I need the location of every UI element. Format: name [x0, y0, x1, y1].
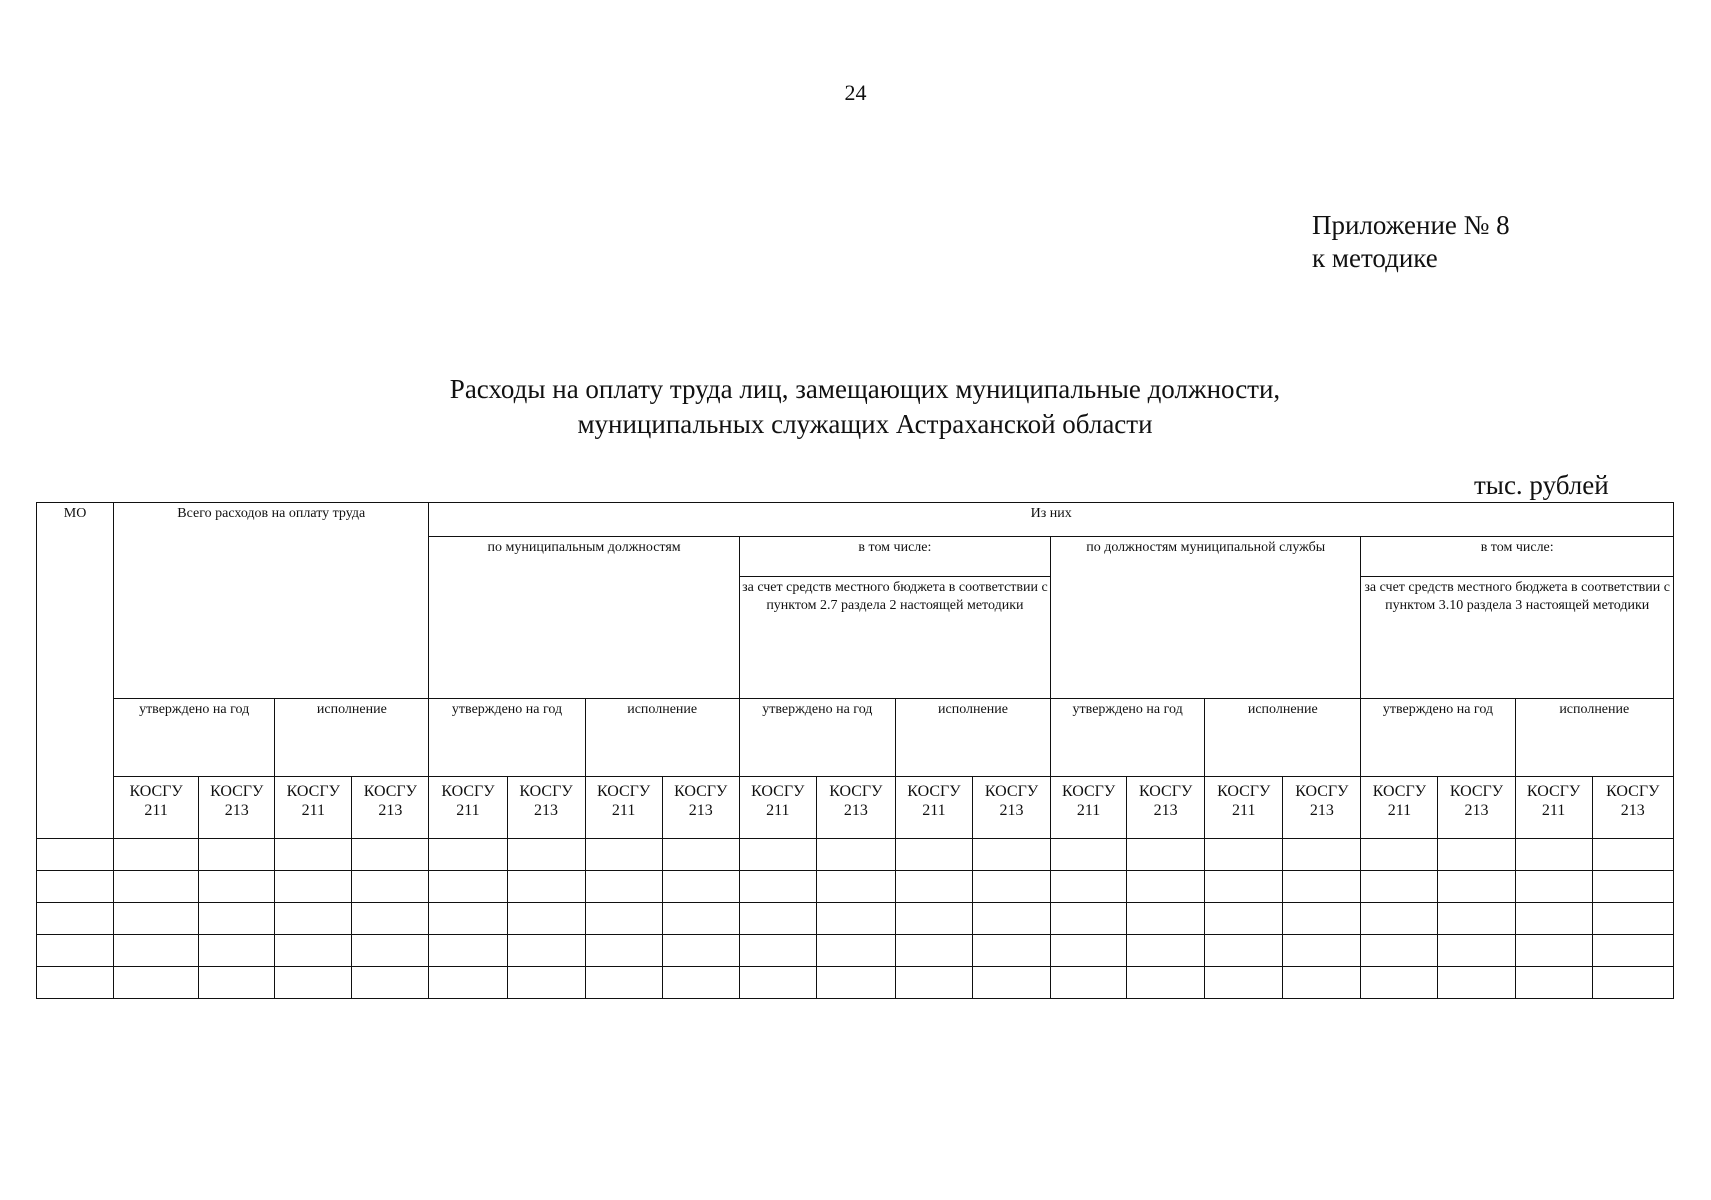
table-cell[interactable]: [1515, 903, 1592, 935]
header-kosgu-211: КОСГУ 211: [114, 777, 199, 839]
table-cell[interactable]: [352, 839, 429, 871]
table-cell[interactable]: [507, 935, 585, 967]
header-kosgu-211: КОСГУ 211: [1515, 777, 1592, 839]
table-cell[interactable]: [1051, 967, 1127, 999]
table-cell[interactable]: [114, 871, 199, 903]
table-cell[interactable]: [739, 967, 816, 999]
table-cell[interactable]: [895, 871, 972, 903]
table-cell[interactable]: [352, 871, 429, 903]
header-mo: МО: [37, 503, 114, 839]
header-kosgu-213: КОСГУ 213: [1283, 777, 1361, 839]
table-cell[interactable]: [662, 935, 739, 967]
table-cell[interactable]: [507, 839, 585, 871]
table-cell[interactable]: [429, 967, 507, 999]
table-cell[interactable]: [429, 839, 507, 871]
table-cell[interactable]: [739, 935, 816, 967]
table-cell[interactable]: [37, 967, 114, 999]
table-cell[interactable]: [114, 967, 199, 999]
table-cell[interactable]: [1438, 935, 1515, 967]
table-cell[interactable]: [507, 967, 585, 999]
table-cell[interactable]: [1438, 903, 1515, 935]
table-cell[interactable]: [1592, 871, 1673, 903]
table-cell[interactable]: [662, 871, 739, 903]
table-cell[interactable]: [1127, 903, 1205, 935]
header-kosgu-213: КОСГУ 213: [1592, 777, 1673, 839]
table-cell[interactable]: [1361, 903, 1438, 935]
table-cell[interactable]: [585, 935, 662, 967]
table-cell[interactable]: [199, 871, 275, 903]
table-cell[interactable]: [1283, 903, 1361, 935]
table-cell[interactable]: [1283, 871, 1361, 903]
table-cell[interactable]: [972, 903, 1050, 935]
table-cell[interactable]: [352, 967, 429, 999]
document-title-line-2: муниципальных служащих Астраханской области: [577, 409, 1153, 439]
header-including-2: в том числе:: [1361, 537, 1674, 577]
header-service-positions: по должностям муниципальной службы: [1051, 537, 1361, 699]
table-cell[interactable]: [37, 839, 114, 871]
page-number: 24: [844, 80, 867, 105]
table-cell[interactable]: [816, 871, 895, 903]
table-cell[interactable]: [816, 967, 895, 999]
table-cell[interactable]: [1127, 871, 1205, 903]
table-cell[interactable]: [972, 967, 1050, 999]
table-cell[interactable]: [1515, 839, 1592, 871]
header-kosgu-211: КОСГУ 211: [275, 777, 352, 839]
unit-label: тыс. рублей: [1474, 470, 1609, 500]
table-cell[interactable]: [1051, 903, 1127, 935]
table-cell[interactable]: [816, 839, 895, 871]
table-cell[interactable]: [1051, 839, 1127, 871]
table-cell[interactable]: [114, 903, 199, 935]
table-cell[interactable]: [1361, 935, 1438, 967]
header-kosgu-211: КОСГУ 211: [739, 777, 816, 839]
header-kosgu-211: КОСГУ 211: [895, 777, 972, 839]
table-cell[interactable]: [1127, 935, 1205, 967]
appendix-note: [1312, 209, 1510, 275]
header-kosgu-213: КОСГУ 213: [816, 777, 895, 839]
header-kosgu-211: КОСГУ 211: [1361, 777, 1438, 839]
header-municipal-positions: по муниципальным должностям: [429, 537, 739, 699]
table-cell[interactable]: [1438, 839, 1515, 871]
table-row: [37, 967, 1674, 999]
table-cell[interactable]: [585, 839, 662, 871]
table-cell[interactable]: [1051, 871, 1127, 903]
table-cell[interactable]: [429, 935, 507, 967]
table-cell[interactable]: [895, 839, 972, 871]
header-of-them: Из них: [429, 503, 1674, 537]
table-cell[interactable]: [662, 903, 739, 935]
table-cell[interactable]: [352, 935, 429, 967]
table-cell[interactable]: [199, 903, 275, 935]
table-cell[interactable]: [1592, 935, 1673, 967]
header-including-1: в том числе:: [739, 537, 1050, 577]
table-cell[interactable]: [972, 839, 1050, 871]
table-cell[interactable]: [1205, 839, 1283, 871]
table-cell[interactable]: [739, 839, 816, 871]
table-cell[interactable]: [1515, 935, 1592, 967]
table-cell[interactable]: [1592, 839, 1673, 871]
table-cell[interactable]: [972, 871, 1050, 903]
table-cell[interactable]: [739, 871, 816, 903]
header-approved: утверждено на год: [1051, 699, 1205, 777]
header-kosgu-213: КОСГУ 213: [662, 777, 739, 839]
table-cell[interactable]: [199, 935, 275, 967]
table-cell[interactable]: [739, 903, 816, 935]
table-cell[interactable]: [1205, 903, 1283, 935]
table-cell[interactable]: [275, 903, 352, 935]
table-cell[interactable]: [275, 967, 352, 999]
header-execution: исполнение: [895, 699, 1050, 777]
table-cell[interactable]: [37, 871, 114, 903]
header-kosgu-213: КОСГУ 213: [507, 777, 585, 839]
table-cell[interactable]: [199, 967, 275, 999]
table-row: [37, 839, 1674, 871]
table-cell[interactable]: [895, 935, 972, 967]
header-kosgu-213: КОСГУ 213: [199, 777, 275, 839]
document-title-line-1: Расходы на оплату труда лиц, замещающих муниципальные должности,: [449, 374, 1281, 404]
header-local-budget-3-10: за счет средств местного бюджета в соответствии с пунктом 3.10 раздела 3 настоящей методики: [1361, 577, 1674, 699]
table-cell[interactable]: [37, 935, 114, 967]
table-cell[interactable]: [585, 903, 662, 935]
table-row: [37, 935, 1674, 967]
header-kosgu-211: КОСГУ 211: [585, 777, 662, 839]
table-cell[interactable]: [1205, 935, 1283, 967]
table-cell[interactable]: [1205, 871, 1283, 903]
table-cell[interactable]: [1283, 967, 1361, 999]
table-cell[interactable]: [1438, 967, 1515, 999]
table-cell[interactable]: [1361, 871, 1438, 903]
header-kosgu-213: КОСГУ 213: [1438, 777, 1515, 839]
table-cell[interactable]: [1283, 839, 1361, 871]
table-cell[interactable]: [199, 839, 275, 871]
table-cell[interactable]: [1127, 839, 1205, 871]
header-kosgu-213: КОСГУ 213: [352, 777, 429, 839]
table-cell[interactable]: [895, 903, 972, 935]
table-cell[interactable]: [585, 871, 662, 903]
appendix-line-2: к методике: [1312, 243, 1438, 273]
table-cell[interactable]: [275, 935, 352, 967]
table-cell[interactable]: [816, 903, 895, 935]
table-cell[interactable]: [1283, 935, 1361, 967]
table-cell[interactable]: [1361, 967, 1438, 999]
header-execution: исполнение: [275, 699, 429, 777]
table-row: [37, 871, 1674, 903]
table-cell[interactable]: [816, 935, 895, 967]
table-cell[interactable]: [1515, 967, 1592, 999]
table-cell[interactable]: [507, 871, 585, 903]
expenses-table: [36, 502, 1674, 999]
header-approved: утверждено на год: [114, 699, 275, 777]
table-cell[interactable]: [114, 935, 199, 967]
table-cell[interactable]: [1361, 839, 1438, 871]
header-total-expenses: Всего расходов на оплату труда: [114, 503, 429, 699]
table-cell[interactable]: [37, 903, 114, 935]
table-cell[interactable]: [1205, 967, 1283, 999]
header-execution: исполнение: [585, 699, 739, 777]
table-cell[interactable]: [1051, 935, 1127, 967]
table-cell[interactable]: [275, 839, 352, 871]
table-cell[interactable]: [1592, 967, 1673, 999]
table-cell[interactable]: [275, 871, 352, 903]
header-kosgu-211: КОСГУ 211: [429, 777, 507, 839]
header-approved: утверждено на год: [739, 699, 895, 777]
appendix-line-1: Приложение № 8: [1312, 210, 1510, 240]
table-cell[interactable]: [429, 903, 507, 935]
header-execution: исполнение: [1515, 699, 1673, 777]
header-kosgu-213: КОСГУ 213: [972, 777, 1050, 839]
table-cell[interactable]: [352, 903, 429, 935]
table-cell[interactable]: [1438, 871, 1515, 903]
document-title: [0, 372, 1711, 442]
table-cell[interactable]: [1592, 903, 1673, 935]
header-approved: утверждено на год: [429, 699, 585, 777]
table-cell[interactable]: [662, 967, 739, 999]
header-approved: утверждено на год: [1361, 699, 1515, 777]
table-cell[interactable]: [585, 967, 662, 999]
table-cell[interactable]: [662, 839, 739, 871]
table-cell[interactable]: [429, 871, 507, 903]
table-cell[interactable]: [895, 967, 972, 999]
table-cell[interactable]: [1127, 967, 1205, 999]
header-kosgu-211: КОСГУ 211: [1205, 777, 1283, 839]
header-kosgu-211: КОСГУ 211: [1051, 777, 1127, 839]
table-row: [37, 903, 1674, 935]
table-cell[interactable]: [114, 839, 199, 871]
header-kosgu-213: КОСГУ 213: [1127, 777, 1205, 839]
table-cell[interactable]: [1515, 871, 1592, 903]
table-cell[interactable]: [507, 903, 585, 935]
header-local-budget-2-7: за счет средств местного бюджета в соответствии с пунктом 2.7 раздела 2 настоящей методики: [739, 577, 1050, 699]
header-execution: исполнение: [1205, 699, 1361, 777]
table-cell[interactable]: [972, 935, 1050, 967]
